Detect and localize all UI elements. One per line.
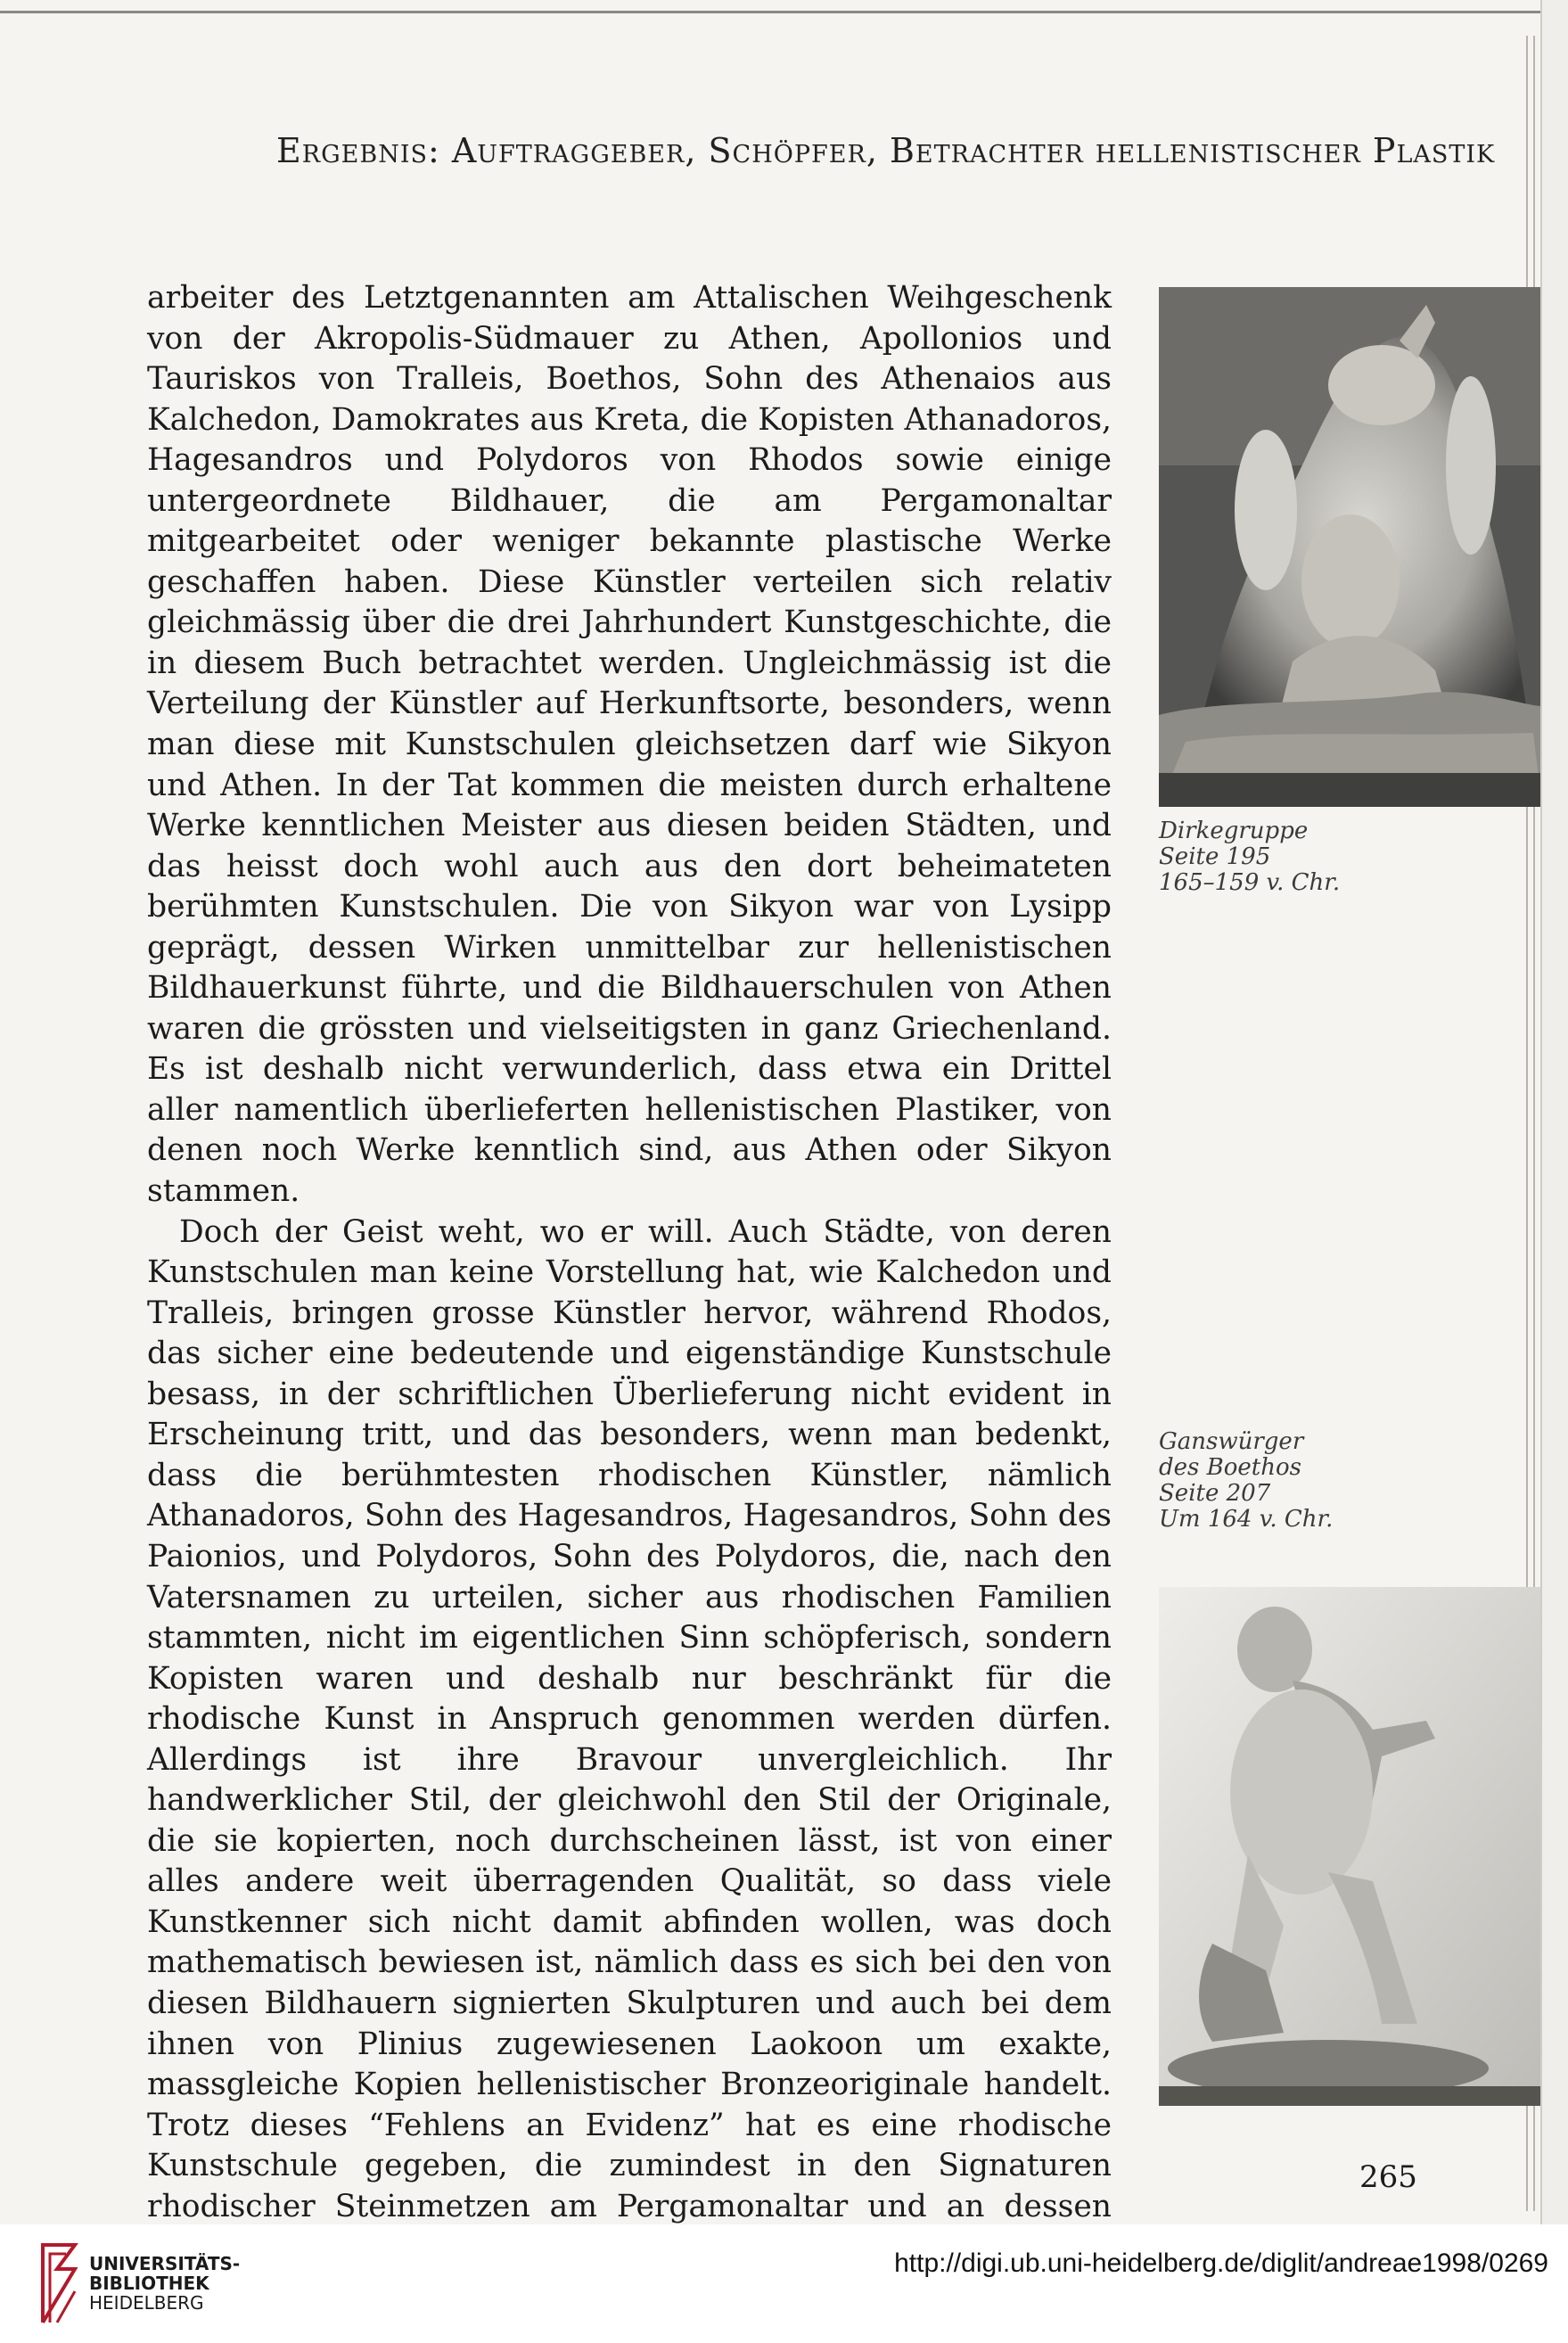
running-title: Ergebnis: Auftraggeber, Schöpfer, Betrachter hellenistischer Plastik <box>276 131 1496 170</box>
dirke-group-photo <box>1159 287 1542 807</box>
library-line: BIBLIOTHEK <box>89 2273 209 2294</box>
paragraph: arbeiter des Letztgenannten am Attalischen Weihgeschenk von der Akropolis-Südmauer zu Athen, Apollonios und Tauriskos von Tralleis, Boethos, Sohn des Athenaios aus Kalchedon, Damokrates aus Kreta, die Kopisten Athanadoros, Hagesandros und Polydoros von Rhodos sowie einige untergeordnete Bildhauer, die am Pergamonaltar mitgearbeitet oder weniger bekannte plastische Werke geschaffen haben. Diese Künstler verteilen sich relativ gleichmässig über die drei Jahrhundert Kunstgeschichte, die in diesem Buch betrachtet werden. Ungleichmässig ist die Verteilung der Künstler auf Herkunftsorte, besonders, wenn man diese mit Kunstschulen gleichsetzen darf wie Sikyon und Athen. In der Tat kommen die meisten durch erhaltene Werke kenntlichen Meister aus diesen beiden Städten, und das heisst doch wohl auch aus den dort beheimateten berühmten Kunstschulen. Die von Sikyon war von Lysipp geprägt, dessen Wirken unmittelbar zur hellenistischen Bildhauerkunst führte, und die Bildhauerschulen von Athen waren die grössten und vielseitigsten in ganz Griechenland. Es ist deshalb nicht verwunderlich, dass etwa ein Drittel aller namentlich überlieferten hellenistischen Plastiker, von denen noch Werke kenntlich sind, aus Athen oder Sikyon stammen. <box>147 280 1112 1210</box>
source-url-link[interactable]: http://digi.ub.uni-heidelberg.de/diglit/andreae1998/0269 <box>894 2248 1548 2278</box>
caption-line: Dirkegruppe <box>1159 818 1309 844</box>
caption-line: des Boethos <box>1159 1454 1301 1481</box>
caption-line: Seite 195 <box>1159 843 1271 870</box>
boethos-caption <box>1159 1429 1333 1533</box>
boethos-goose-photo <box>1159 1587 1542 2106</box>
caption-line: 165–159 v. Chr. <box>1159 869 1341 896</box>
caption-line: Seite 207 <box>1159 1480 1271 1507</box>
page-number: 265 <box>1359 2159 1417 2195</box>
running-header <box>276 131 1496 170</box>
sculpture-image <box>1159 287 1542 807</box>
library-line: UNIVERSITÄTS- <box>89 2253 241 2274</box>
library-name <box>89 2254 240 2313</box>
dirke-caption <box>1159 818 1340 896</box>
paragraph: Doch der Geist weht, wo er will. Auch Städte, von deren Kunstschulen man keine Vorstellung hat, wie Kalchedon und Tralleis, bringen grosse Künstler hervor, während Rhodos, das sicher eine bedeutende und eigenständige Kunstschule besass, in der schriftlichen Überlieferung nicht evident in Erscheinung tritt, und das besonders, wenn man bedenkt, dass die berühmtesten rhodischen Künstler, nämlich Athanadoros, Sohn des Hagesandros, Hagesandros, Sohn des Paionios, und Polydoros, Sohn des Polydoros, die, nach den Vatersnamen zu urteilen, sicher aus rhodischen Familien stammten, nicht im eigentlichen Sinn schöpferisch, sondern Kopisten waren und deshalb nur beschränkt für die rhodische Kunst in Anspruch genommen werden dürfen. Allerdings ist ihre Bravour unvergleichlich. Ihr handwerklicher Stil, der gleichwohl den Stil der Originale, die sie kopierten, noch durchscheinen lässt, ist von einer alles andere weit überragenden Qualität, so dass viele Kunstkenner sich nicht damit abfinden wollen, was doch mathematisch bewiesen ist, nämlich dass es sich bei den von diesen Bildhauern signierten Skulpturen und auch bei dem ihnen von Plinius zugewiesenen Laokoon um exakte, massgleiche Kopien hellenistischer Bronzeoriginale handelt. Trotz dieses “Fehlens an Evidenz” hat es eine rhodische Kunstschule gegeben, die zumindest in den Signaturen rhodischer Steinmetzen am Pergamonaltar und an dessen <box>147 1213 1112 2224</box>
sculpture-image <box>1159 1587 1542 2106</box>
page-top-rule <box>0 11 1540 13</box>
university-library-logo-icon <box>37 2238 80 2331</box>
library-line: HEIDELBERG <box>89 2292 204 2314</box>
caption-line: Um 164 v. Chr. <box>1159 1506 1334 1533</box>
caption-line: Ganswürger <box>1159 1428 1304 1455</box>
body-text <box>147 278 1112 2224</box>
